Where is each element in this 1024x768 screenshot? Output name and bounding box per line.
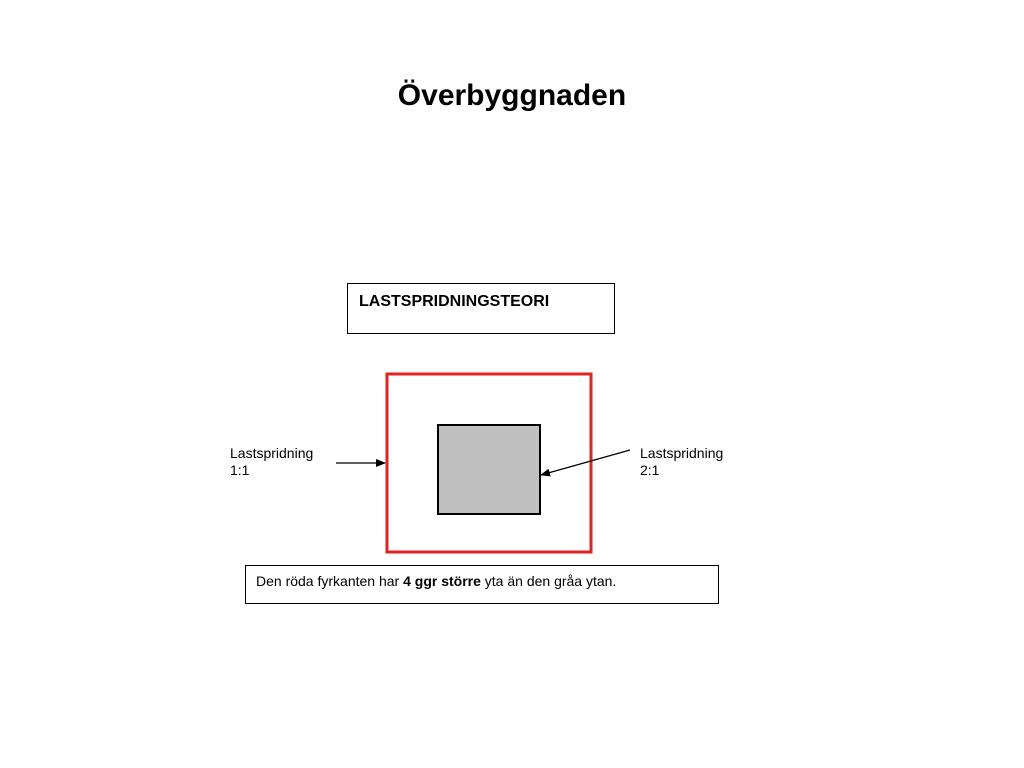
note-box [245, 565, 719, 604]
note-text-before: Den röda fyrkanten har [256, 573, 404, 589]
note-text-bold: 4 ggr större [403, 573, 481, 589]
label-left-line1: Lastspridning [230, 445, 314, 461]
right-arrow [541, 450, 630, 475]
label-lastspridning-1-1 [230, 445, 313, 479]
slide-title: Överbyggnaden [397, 79, 627, 112]
inner-gray-square [438, 425, 540, 514]
label-left-line2: 1:1 [230, 462, 250, 478]
heading-text: LASTSPRIDNINGSTEORI [359, 293, 550, 310]
label-right-line2: 2:1 [640, 462, 660, 478]
note-text-after: yta än den gråa ytan. [480, 573, 617, 589]
label-lastspridning-2-1 [640, 445, 723, 479]
label-right-line1: Lastspridning [640, 445, 724, 461]
note-text [256, 573, 616, 590]
